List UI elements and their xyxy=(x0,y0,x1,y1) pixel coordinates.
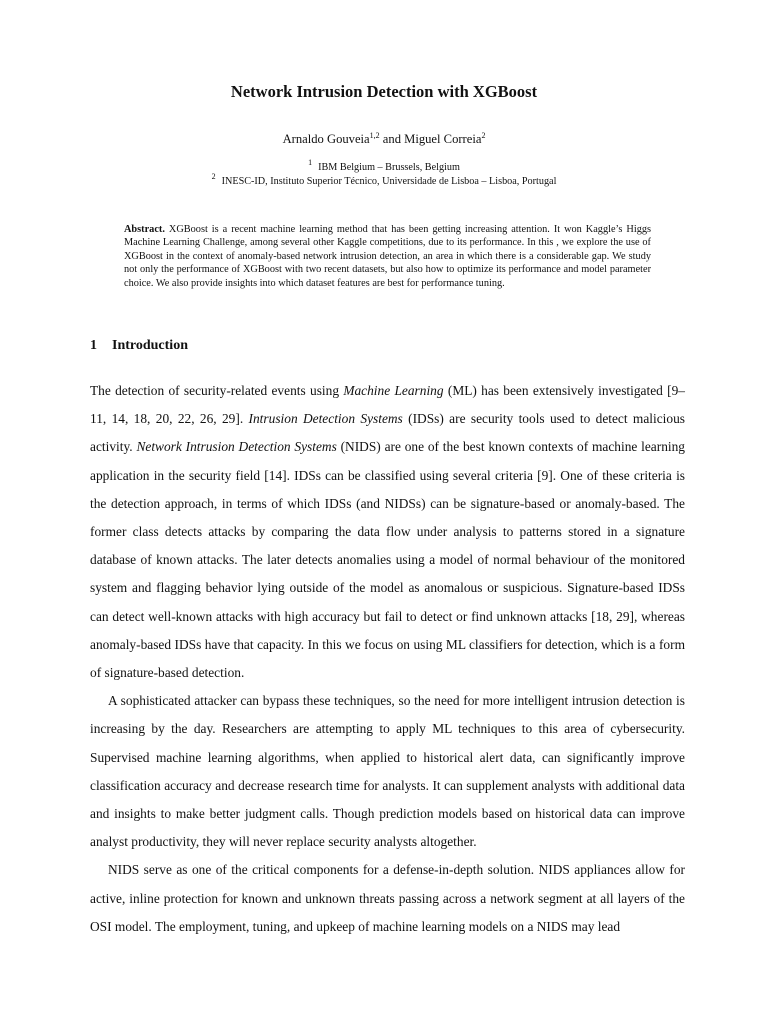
abstract-text: XGBoost is a recent machine learning method that has been getting increasing attention. It won Kaggle’s Higgs Machine Learning Challenge, among several other Kaggle competitions, due to its performance. In this , we explore the use of XGBoost in the context of anomaly-based network intrusion detection, an area in which there is a considerable gap. We study not only the performance of XGBoost with two recent datasets, but also how to optimize its performance and model parameter choice. We also provide insights into which dataset features are best for performance tuning. xyxy=(124,224,651,289)
author-name: Arnaldo Gouveia xyxy=(282,132,370,146)
affiliation xyxy=(0,158,768,175)
affiliation-text: IBM Belgium – Brussels, Belgium xyxy=(318,162,460,173)
author-conjunction: and xyxy=(379,132,405,146)
affiliation-mark: 2 xyxy=(211,172,216,181)
text-run: (IDSs) are security tools used to detect malicious activity. xyxy=(90,411,685,455)
section-title: Introduction xyxy=(112,338,188,353)
author-line xyxy=(0,131,768,147)
affiliation-mark: 1 xyxy=(308,158,313,167)
body-text xyxy=(90,377,685,941)
author-affiliation-mark: 1,2 xyxy=(369,131,380,140)
text-run: The detection of security-related events using xyxy=(90,383,344,398)
text-run: (NIDS) are one of the best known contexts of machine learning application in the security field [14]. IDSs can be classified using several criteria [9]. One of these criteria is the detection approach, in terms of which IDSs (and NIDSs) can be signature-based or anomaly-based. The former class detects attacks by comparing the data flow under analysis to patterns stored in a signature database of known attacks. The later detects anomalies using a model of normal behaviour of the monitored system and flagging behavior lying outside of the model as anomalous or suspicious. Signature-based IDSs can detect well-known attacks with high accuracy but fail to detect or find unknown attacks [18, 29], whereas anomaly-based IDSs have that capacity. In this we focus on using ML classifiers for detection, which is a form of signature-based detection. xyxy=(90,439,686,681)
section-number: 1 xyxy=(90,338,97,353)
paragraph: A sophisticated attacker can bypass these techniques, so the need for more intelligent intrusion detection is increasing by the day. Researchers are attempting to apply ML techniques to this area of cybersecurity. Supervised machine learning algorithms, when applied to historical alert data, can significantly improve classification accuracy and decrease research time for analysts. It can supplement analysts with additional data and insights to make better judgment calls. Though prediction models based on historical data can improve analyst productivity, they will never replace security analysts altogether. xyxy=(90,693,685,850)
author-affiliation-mark: 2 xyxy=(481,131,486,140)
paragraph xyxy=(90,377,685,687)
emphasis-term: Machine Learning xyxy=(343,383,444,398)
paper-title: Network Intrusion Detection with XGBoost xyxy=(230,82,538,101)
author-name: Miguel Correia xyxy=(404,132,482,146)
text-run: (ML) has been extensively investigated [9–11, 14, 18, 20, 22, 26, 29]. xyxy=(90,383,685,427)
abstract-label: Abstract. xyxy=(124,224,165,235)
emphasis-term: Intrusion Detection Systems xyxy=(248,411,403,427)
abstract xyxy=(124,223,651,290)
section-heading xyxy=(90,337,188,355)
affiliation xyxy=(0,172,768,189)
affiliation-text: INESC-ID, Instituto Superior Técnico, Universidade de Lisboa – Lisboa, Portugal xyxy=(221,176,557,187)
emphasis-term: Network Intrusion Detection Systems xyxy=(136,439,337,455)
paragraph: NIDS serve as one of the critical components for a defense-in-depth solution. NIDS appliances allow for active, inline protection for known and unknown threats passing across a network segment at all layers of the OSI model. The employment, tuning, and upkeep of machine learning models on a NIDS may lead xyxy=(90,862,685,934)
